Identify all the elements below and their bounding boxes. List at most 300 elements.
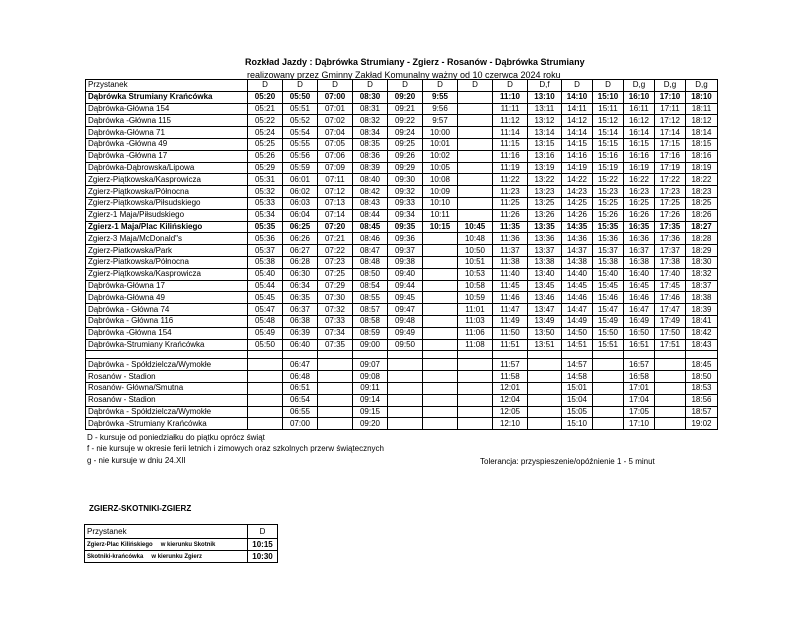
departure-time: 15:49 [593,315,624,327]
departure-time: 16:38 [624,256,655,268]
departure-time: 13:35 [528,221,562,233]
departure-time: 11:01 [458,304,493,316]
timetable-row [86,245,718,257]
departure-time: 13:22 [528,174,562,186]
departure-time: 09:30 [388,174,423,186]
skotniki-stop: Zgierz-Plac Kilińskiego [87,541,153,548]
departure-time: 14:38 [562,256,593,268]
timetable-row [86,103,718,115]
timetable-row [86,292,718,304]
departure-time: 18:45 [686,359,718,371]
skotniki-header-stop: Przystanek [85,525,248,539]
skotniki-direction: w kierunku Zgierz [151,553,203,560]
departure-time: 10:01 [423,138,458,150]
departure-time: 08:39 [353,162,388,174]
departure-time [528,359,562,371]
stop-name: Zgierz-3 Maja/McDonald"s [86,233,248,245]
departure-time: 17:46 [655,292,686,304]
departure-time [423,371,458,383]
departure-time [423,394,458,406]
departure-time: 13:47 [528,304,562,316]
departure-time: 13:12 [528,115,562,127]
departure-time: 16:58 [624,371,655,383]
departure-time: 18:10 [686,91,718,103]
skotniki-header-time: D [248,525,278,539]
departure-time: 15:38 [593,256,624,268]
departure-time: 15:10 [562,418,593,430]
departure-time: 18:53 [686,382,718,394]
stop-name: Dąbrówka - Spółdzielcza/Wymokłe [86,359,248,371]
departure-time: 05:48 [248,315,283,327]
departure-time: 12:01 [493,382,528,394]
timetable-row [86,197,718,209]
departure-time: 14:37 [562,245,593,257]
departure-time: 11:15 [493,138,528,150]
departure-time [655,418,686,430]
timetable-row [86,359,718,371]
departure-time: 15:19 [593,162,624,174]
skotniki-time: 10:30 [248,551,278,563]
departure-time: 13:40 [528,268,562,280]
departure-time [458,150,493,162]
departure-time: 05:49 [248,327,283,339]
stop-name: Zgierz-Piątkowska/Piłsudskiego [86,197,248,209]
departure-time: 09:35 [388,221,423,233]
departure-time: 18:43 [686,339,718,351]
departure-time [388,371,423,383]
departure-time: 05:54 [283,127,318,139]
departure-time [248,406,283,418]
departure-time: 09:08 [353,371,388,383]
departure-time: 07:09 [318,162,353,174]
departure-time: 14:36 [562,233,593,245]
departure-time: 10:48 [458,233,493,245]
departure-time: 09:21 [388,103,423,115]
departure-time: 05:47 [248,304,283,316]
departure-time: 12:04 [493,394,528,406]
timetable-header-row [86,80,718,92]
departure-time: 10:45 [458,221,493,233]
departure-time: 14:15 [562,138,593,150]
departure-time [458,103,493,115]
departure-time [423,351,458,359]
departure-time: 09:34 [388,209,423,221]
departure-time: 10:51 [458,256,493,268]
note-d: D - kursuje od poniedziałku do piątku oprócz świąt [87,433,265,442]
departure-time: 11:40 [493,268,528,280]
departure-time: 10:09 [423,186,458,198]
departure-time: 18:57 [686,406,718,418]
departure-time [624,351,655,359]
timetable-row [86,186,718,198]
departure-time: 17:25 [655,197,686,209]
departure-time: 06:30 [283,268,318,280]
departure-time: 13:37 [528,245,562,257]
departure-time: 09:24 [388,127,423,139]
departure-time [423,245,458,257]
departure-time: 18:23 [686,186,718,198]
departure-time [318,418,353,430]
departure-time: 16:11 [624,103,655,115]
departure-time: 17:16 [655,150,686,162]
stop-name: Dąbrówka -Strumiany Krańcówka [86,418,248,430]
departure-time [248,351,283,359]
departure-time: 11:50 [493,327,528,339]
stop-name: Rosanów - Stadion [86,371,248,383]
departure-time: 05:44 [248,280,283,292]
departure-time: 14:40 [562,268,593,280]
timetable-row [86,209,718,221]
stop-name: Dąbrówka-Dąbrowska/Lipowa [86,162,248,174]
departure-time: 11:12 [493,115,528,127]
departure-time [248,394,283,406]
departure-time: 11:38 [493,256,528,268]
timetable-row [86,221,718,233]
departure-time: 16:40 [624,268,655,280]
departure-time: 15:16 [593,150,624,162]
departure-time: 18:19 [686,162,718,174]
departure-time: 05:52 [283,115,318,127]
departure-time: 9:57 [423,115,458,127]
departure-time: 07:02 [318,115,353,127]
departure-time: 17:49 [655,315,686,327]
stop-name: Dąbrówka -Główna 154 [86,327,248,339]
course-type-header: D,g [655,80,686,92]
departure-time: 05:32 [248,186,283,198]
timetable-row [86,280,718,292]
departure-time: 18:41 [686,315,718,327]
departure-time: 05:26 [248,150,283,162]
departure-time: 11:22 [493,174,528,186]
departure-time: 15:10 [593,91,624,103]
departure-time: 05:24 [248,127,283,139]
departure-time: 06:37 [283,304,318,316]
departure-time: 06:27 [283,245,318,257]
departure-time: 08:31 [353,103,388,115]
course-type-header: D [318,80,353,92]
departure-time: 10:15 [423,221,458,233]
departure-time: 07:32 [318,304,353,316]
departure-time [593,371,624,383]
departure-time: 07:25 [318,268,353,280]
timetable-title: Rozkład Jazdy : Dąbrówka Strumiany - Zgierz - Rosanów - Dąbrówka Strumiany [245,57,585,67]
departure-time: 13:49 [528,315,562,327]
departure-time [686,351,718,359]
departure-time: 07:06 [318,150,353,162]
departure-time: 15:14 [593,127,624,139]
departure-time: 08:40 [353,174,388,186]
departure-time: 10:10 [423,197,458,209]
departure-time: 15:22 [593,174,624,186]
departure-time: 17:47 [655,304,686,316]
departure-time [655,359,686,371]
departure-time: 10:08 [423,174,458,186]
departure-time: 07:00 [283,418,318,430]
departure-time [318,371,353,383]
departure-time [562,351,593,359]
departure-time: 11:47 [493,304,528,316]
departure-time: 10:59 [458,292,493,304]
departure-time: 17:51 [655,339,686,351]
departure-time [655,394,686,406]
departure-time [248,418,283,430]
departure-time: 18:14 [686,127,718,139]
departure-time: 13:23 [528,186,562,198]
departure-time: 13:36 [528,233,562,245]
departure-time: 08:59 [353,327,388,339]
tolerance-note: Tolerancja: przyspieszenie/opóźnienie 1 - 5 minut [480,457,655,466]
departure-time [458,371,493,383]
departure-time: 17:50 [655,327,686,339]
departure-time: 11:16 [493,150,528,162]
departure-time: 07:30 [318,292,353,304]
stop-name: Dąbrówka-Główna 71 [86,127,248,139]
departure-time: 13:10 [528,91,562,103]
departure-time: 09:14 [353,394,388,406]
departure-time: 06:25 [283,221,318,233]
departure-time: 13:11 [528,103,562,115]
departure-time: 13:46 [528,292,562,304]
departure-time: 15:25 [593,197,624,209]
departure-time: 09:22 [388,115,423,127]
timetable-row [86,371,718,383]
departure-time: 06:39 [283,327,318,339]
course-type-header: D [388,80,423,92]
departure-time [458,197,493,209]
departure-time: 05:31 [248,174,283,186]
departure-time: 17:22 [655,174,686,186]
departure-time: 14:19 [562,162,593,174]
departure-time: 11:26 [493,209,528,221]
departure-time: 06:38 [283,315,318,327]
departure-time [493,351,528,359]
departure-time: 06:40 [283,339,318,351]
departure-time: 07:29 [318,280,353,292]
stop-name: Zgierz-Piatkowska/Park [86,245,248,257]
departure-time: 13:50 [528,327,562,339]
departure-time: 11:06 [458,327,493,339]
departure-time: 07:11 [318,174,353,186]
departure-time: 16:14 [624,127,655,139]
departure-time [593,394,624,406]
stop-name: Zgierz-1 Maja/Piłsudskiego [86,209,248,221]
departure-time: 14:46 [562,292,593,304]
stop-name: Zgierz-Piątkowska/Kasprowicza [86,174,248,186]
departure-time: 14:47 [562,304,593,316]
departure-time: 15:04 [562,394,593,406]
departure-time [388,351,423,359]
departure-time: 07:01 [318,103,353,115]
departure-time [423,292,458,304]
departure-time: 16:35 [624,221,655,233]
departure-time: 06:28 [283,256,318,268]
departure-time [458,359,493,371]
departure-time: 06:35 [283,292,318,304]
departure-time: 18:29 [686,245,718,257]
note-g: g - nie kursuje w dniu 24.XII [87,456,186,465]
course-type-header: D [248,80,283,92]
departure-time: 09:20 [353,418,388,430]
course-type-header: D,g [686,80,718,92]
departure-time: 16:50 [624,327,655,339]
course-type-header: D [458,80,493,92]
course-type-header: D,f [528,80,562,92]
departure-time: 17:37 [655,245,686,257]
stop-name: Dąbrówka - Główna 74 [86,304,248,316]
departure-time: 07:05 [318,138,353,150]
departure-time: 17:10 [655,91,686,103]
departure-time: 05:37 [248,245,283,257]
timetable-row [86,418,718,430]
departure-time [458,418,493,430]
departure-time: 15:47 [593,304,624,316]
departure-time: 06:04 [283,209,318,221]
departure-time: 12:10 [493,418,528,430]
departure-time: 05:40 [248,268,283,280]
departure-time: 16:51 [624,339,655,351]
departure-time: 11:25 [493,197,528,209]
departure-time: 05:50 [248,339,283,351]
departure-time: 05:45 [248,292,283,304]
departure-time: 14:16 [562,150,593,162]
departure-time: 18:16 [686,150,718,162]
departure-time: 08:44 [353,209,388,221]
departure-time: 11:08 [458,339,493,351]
departure-time [528,371,562,383]
departure-time: 05:50 [283,91,318,103]
departure-time: 15:26 [593,209,624,221]
departure-time [388,406,423,418]
departure-time: 09:48 [388,315,423,327]
departure-time: 9:56 [423,103,458,115]
departure-time: 17:45 [655,280,686,292]
validity-line: ważny od 10 czerwca 2024 roku [432,70,561,80]
departure-time [458,91,493,103]
departure-time: 16:45 [624,280,655,292]
departure-time: 07:33 [318,315,353,327]
stop-name: Dąbrówka -Główna 17 [86,150,248,162]
departure-time: 18:22 [686,174,718,186]
departure-time: 17:38 [655,256,686,268]
departure-time: 09:37 [388,245,423,257]
departure-time: 08:45 [353,221,388,233]
departure-time: 16:12 [624,115,655,127]
departure-time: 17:40 [655,268,686,280]
departure-time: 08:35 [353,138,388,150]
course-type-header: D [493,80,528,92]
departure-time: 17:14 [655,127,686,139]
departure-time [283,351,318,359]
departure-time: 15:50 [593,327,624,339]
timetable-row [86,268,718,280]
departure-time [458,127,493,139]
departure-time: 10:53 [458,268,493,280]
departure-time: 11:49 [493,315,528,327]
departure-time [458,406,493,418]
departure-time: 14:45 [562,280,593,292]
skotniki-title: ZGIERZ-SKOTNIKI-ZGIERZ [89,504,192,513]
timetable-row [86,327,718,339]
departure-time: 15:51 [593,339,624,351]
departure-time: 06:03 [283,197,318,209]
departure-time [423,359,458,371]
departure-time: 09:40 [388,268,423,280]
departure-time: 08:58 [353,315,388,327]
departure-time: 14:25 [562,197,593,209]
departure-time: 09:15 [353,406,388,418]
departure-time: 09:07 [353,359,388,371]
departure-time: 07:21 [318,233,353,245]
departure-time: 09:36 [388,233,423,245]
departure-time: 12:05 [493,406,528,418]
departure-time: 07:12 [318,186,353,198]
departure-time: 14:10 [562,91,593,103]
departure-time [353,351,388,359]
skotniki-direction: w kierunku Skotnik [160,541,216,548]
skotniki-table [84,524,278,563]
departure-time: 06:01 [283,174,318,186]
departure-time: 09:11 [353,382,388,394]
departure-time [388,382,423,394]
departure-time: 11:19 [493,162,528,174]
course-type-header: D [423,80,458,92]
departure-time: 14:23 [562,186,593,198]
departure-time: 17:23 [655,186,686,198]
stop-name: Dąbrówka Strumiany Krańcówka [86,91,248,103]
departure-time: 11:51 [493,339,528,351]
departure-time: 16:37 [624,245,655,257]
skotniki-row [85,551,278,563]
departure-time: 13:25 [528,197,562,209]
course-type-header: D,g [624,80,655,92]
departure-time [318,394,353,406]
departure-time: 15:11 [593,103,624,115]
departure-time [655,351,686,359]
departure-time: 05:36 [248,233,283,245]
departure-time [423,304,458,316]
skotniki-header-row [85,525,278,539]
departure-time: 05:34 [248,209,283,221]
departure-time: 06:55 [283,406,318,418]
departure-time: 18:28 [686,233,718,245]
timetable-table [85,79,718,430]
departure-time: 05:35 [248,221,283,233]
departure-time: 09:38 [388,256,423,268]
departure-time: 07:20 [318,221,353,233]
departure-time: 17:35 [655,221,686,233]
departure-time [593,382,624,394]
departure-time: 16:47 [624,304,655,316]
timetable-row [86,127,718,139]
departure-time [248,371,283,383]
departure-time: 07:00 [318,91,353,103]
operator-line: realizowany przez Gminny Zakład Komunalny [247,70,430,80]
departure-time: 11:23 [493,186,528,198]
departure-time: 17:19 [655,162,686,174]
departure-time: 18:27 [686,221,718,233]
stop-name: Zgierz-Piatkowska/Północna [86,256,248,268]
departure-time [593,359,624,371]
departure-time: 14:22 [562,174,593,186]
departure-time: 05:56 [283,150,318,162]
departure-time: 10:05 [423,162,458,174]
departure-time: 06:34 [283,280,318,292]
stop-name: Dąbrówka - Główna 116 [86,315,248,327]
departure-time [528,418,562,430]
departure-time: 16:36 [624,233,655,245]
departure-time: 09:44 [388,280,423,292]
departure-time: 09:26 [388,150,423,162]
